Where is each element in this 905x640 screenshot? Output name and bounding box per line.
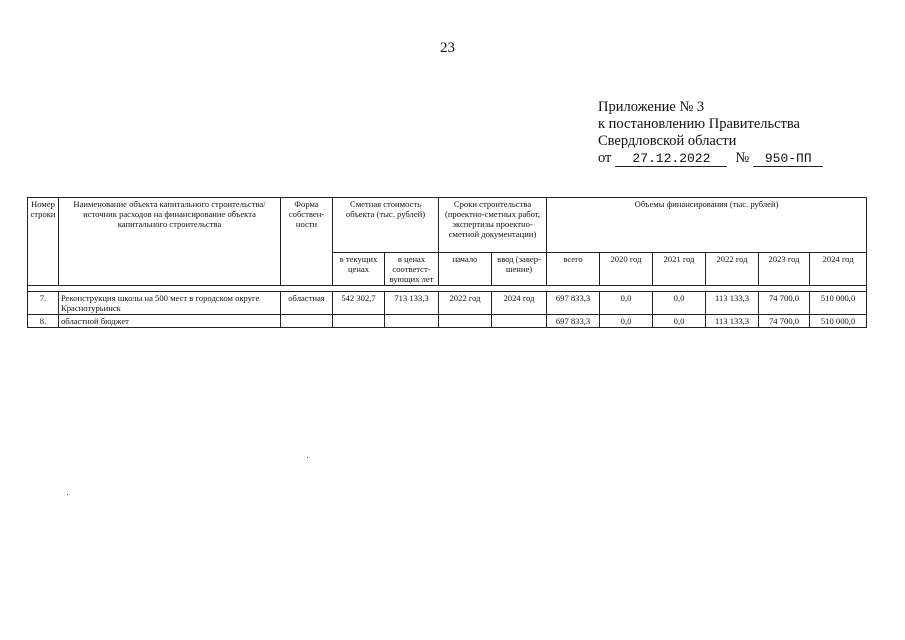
cell-fin-2020: 0,0 xyxy=(600,292,653,315)
appendix-title: Приложение № 3 xyxy=(598,99,705,115)
cell-ownership xyxy=(281,315,333,328)
resolution-date: 27.12.2022 xyxy=(615,152,727,167)
appendix-resolution-line: к постановлению Правительства xyxy=(598,116,800,132)
cell-terms-start: 2022 год xyxy=(439,292,492,315)
cell-fin-2024: 510 000,0 xyxy=(810,315,867,328)
header-object-name: Наименование объекта капитального строительства/ источник расходов на финансирование объекта капитального строительства xyxy=(59,198,281,286)
cell-fin-2024: 510 000,0 xyxy=(810,292,867,315)
cell-terms-start xyxy=(439,315,492,328)
page-number: 23 xyxy=(440,40,455,56)
cell-row-number: 8. xyxy=(28,315,59,328)
cell-row-number: 7. xyxy=(28,292,59,315)
header-fin-2024: 2024 год xyxy=(810,253,867,286)
cell-fin-total: 697 833,3 xyxy=(547,292,600,315)
scan-speck xyxy=(307,457,308,458)
cell-estimate-actual: 713 133,3 xyxy=(385,292,439,315)
header-fin-2023: 2023 год xyxy=(759,253,810,286)
header-row-number: Номер строки xyxy=(28,198,59,286)
appendix-date-line xyxy=(598,150,823,167)
appendix-block xyxy=(598,99,823,167)
from-label: от xyxy=(598,150,612,166)
cell-object-name: Реконструкция школы на 500 мест в городском округе Краснотурьинск xyxy=(59,292,281,315)
table-row xyxy=(28,292,867,315)
header-fin-2021: 2021 год xyxy=(653,253,706,286)
cell-fin-2021: 0,0 xyxy=(653,292,706,315)
header-fin-2022: 2022 год xyxy=(706,253,759,286)
scan-speck xyxy=(67,494,68,495)
cell-fin-2023: 74 700,0 xyxy=(759,292,810,315)
header-financing: Объемы финансирования (тыс. рублей) xyxy=(547,198,867,253)
header-fin-2020: 2020 год xyxy=(600,253,653,286)
cell-fin-2022: 113 133,3 xyxy=(706,292,759,315)
header-terms-end: ввод (завер-шение) xyxy=(492,253,547,286)
cell-fin-2022: 113 133,3 xyxy=(706,315,759,328)
header-terms: Сроки строительства (проектно-сметных работ, экспертизы проектно-сметной документации) xyxy=(439,198,547,253)
header-terms-start: начало xyxy=(439,253,492,286)
header-fin-total: всего xyxy=(547,253,600,286)
header-estimate-actual: в ценах соответст-вующих лет xyxy=(385,253,439,286)
cell-estimate-current: 542 302,7 xyxy=(333,292,385,315)
number-label: № xyxy=(735,150,750,166)
table-row xyxy=(28,315,867,328)
appendix-region-line: Свердловской области xyxy=(598,133,737,149)
cell-estimate-current xyxy=(333,315,385,328)
cell-terms-end: 2024 год xyxy=(492,292,547,315)
cell-terms-end xyxy=(492,315,547,328)
resolution-number: 950-ПП xyxy=(753,152,823,167)
header-ownership: Форма собствен-ности xyxy=(281,198,333,286)
header-estimate: Сметная стоимость объекта (тыс. рублей) xyxy=(333,198,439,253)
cell-fin-2023: 74 700,0 xyxy=(759,315,810,328)
cell-fin-total: 697 833,3 xyxy=(547,315,600,328)
cell-estimate-actual xyxy=(385,315,439,328)
header-estimate-current: в текущих ценах xyxy=(333,253,385,286)
financing-table xyxy=(27,197,867,328)
cell-fin-2021: 0,0 xyxy=(653,315,706,328)
cell-fin-2020: 0,0 xyxy=(600,315,653,328)
cell-object-name: областной бюджет xyxy=(59,315,281,328)
cell-ownership: областная xyxy=(281,292,333,315)
